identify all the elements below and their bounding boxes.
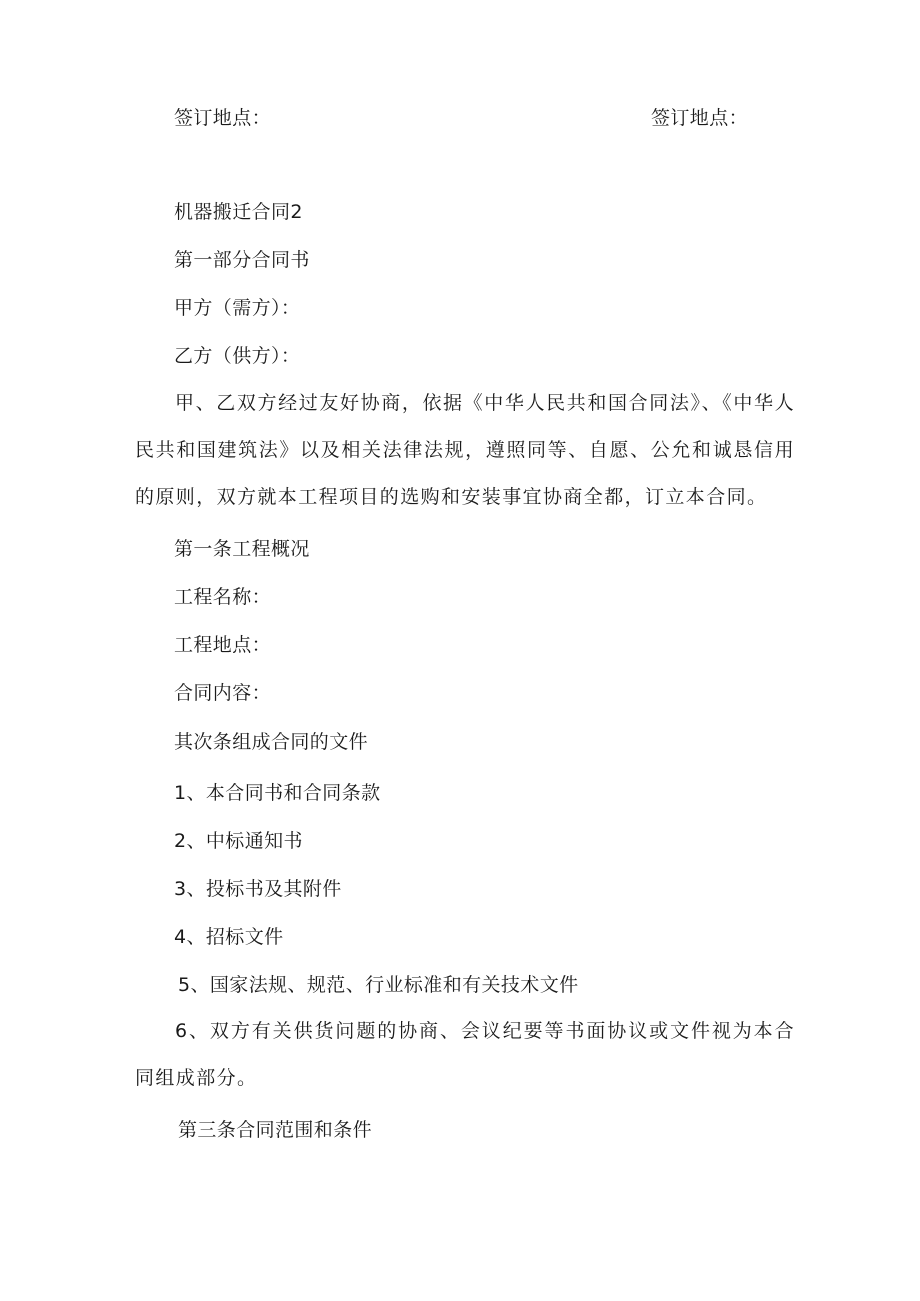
- article-3-heading: 第三条合同范围和条件: [178, 1119, 373, 1141]
- article-2-heading: 其次条组成合同的文件: [174, 731, 369, 753]
- part-one-heading: 第一部分合同书: [174, 249, 310, 271]
- intro-paragraph: 甲、乙双方经过友好协商，依据《中华人民共和国合同法》、《中华人民共和国建筑法》以及相关法律法规，遵照同等、自愿、公允和诚恳信用的原则，双方就本工程项目的选购和安装事宜协商全都，订立本合同。: [135, 392, 795, 508]
- list-item: 2、中标通知书: [174, 830, 303, 852]
- list-item: 3、投标书及其附件: [174, 878, 342, 900]
- signing-place-right: 签订地点：: [651, 107, 749, 129]
- list-item: 4、招标文件: [174, 926, 284, 948]
- contract-content-label: 合同内容：: [174, 682, 272, 704]
- contract-title: 机器搬迁合同2: [174, 201, 303, 223]
- list-item: 1、本合同书和合同条款: [174, 782, 381, 804]
- project-name-label: 工程名称：: [174, 586, 272, 608]
- article-1-heading: 第一条工程概况: [174, 538, 310, 560]
- project-location-label: 工程地点：: [174, 634, 272, 656]
- item-6-paragraph: 6、双方有关供货问题的协商、会议纪要等书面协议或文件视为本合同组成部分。: [135, 1020, 795, 1089]
- party-a-label: 甲方（需方）：: [174, 297, 301, 319]
- list-item: 5、国家法规、规范、行业标准和有关技术文件: [178, 974, 579, 996]
- signing-place-left: 签订地点：: [174, 107, 272, 129]
- party-b-label: 乙方（供方）：: [174, 345, 301, 367]
